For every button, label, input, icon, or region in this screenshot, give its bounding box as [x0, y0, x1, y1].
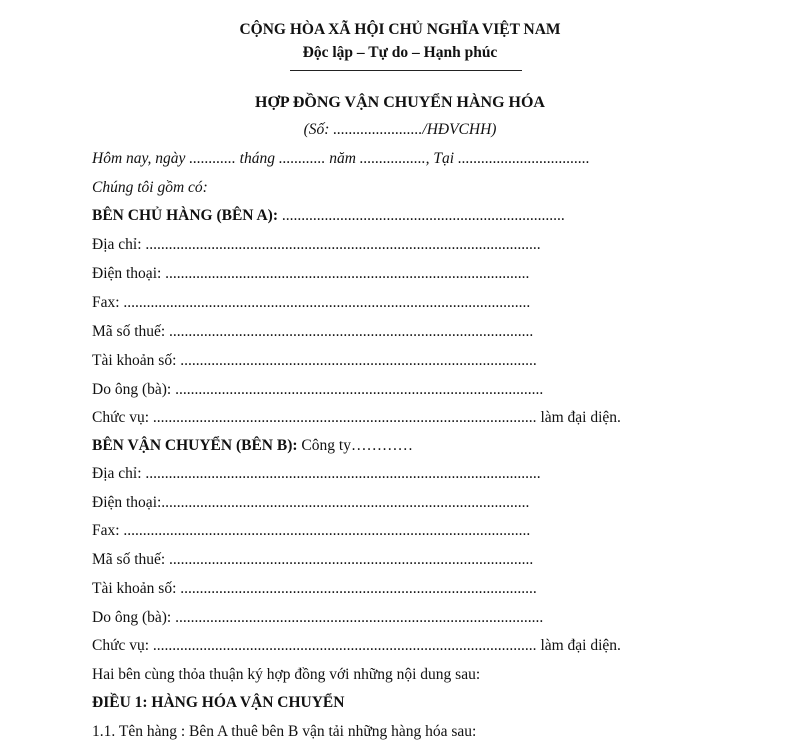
- party-b-phone: Điện thoại:...............................................................................................: [92, 494, 530, 511]
- party-b-position: Chức vụ: ...................................................................................................: [92, 637, 537, 654]
- party-a-heading-line: [92, 206, 565, 226]
- party-a-position-suffix: làm đại diện.: [540, 409, 621, 426]
- motto-underline: [290, 70, 522, 71]
- party-b-tax: Mã số thuế: ..............................................................................................: [92, 551, 534, 568]
- party-b-heading-rest: Công ty…………: [297, 437, 413, 454]
- article-1-heading: ĐIỀU 1: HÀNG HÓA VẬN CHUYỂN: [92, 694, 345, 711]
- party-a-tax: Mã số thuế: ..............................................................................................: [92, 323, 534, 340]
- contract-number: (Số: ......................./HĐVCHH): [303, 121, 497, 138]
- party-a-representative: Do ông (bà): ...............................................................................................: [92, 381, 544, 398]
- party-b-address: Địa chỉ: ......................................................................................................: [92, 465, 541, 482]
- party-a-phone: Điện thoại: ..............................................................................................: [92, 265, 530, 282]
- party-b-heading: BÊN VẬN CHUYỂN (BÊN B):: [92, 437, 298, 454]
- party-b-account: Tài khoản số: ............................................................................................: [92, 580, 537, 597]
- party-a-position-line: [92, 408, 621, 428]
- party-a-heading: BÊN CHỦ HÀNG (BÊN A):: [92, 207, 279, 224]
- contract-title: HỢP ĐỒNG VẬN CHUYỂN HÀNG HÓA: [255, 94, 545, 111]
- intro-line: Chúng tôi gồm có:: [92, 179, 208, 196]
- party-b-position-line: [92, 636, 621, 656]
- motto: Độc lập – Tự do – Hạnh phúc: [302, 44, 498, 61]
- date-line: Hôm nay, ngày ............ tháng ............ năm ................., Tại ..................................: [92, 150, 590, 167]
- party-b-position-suffix: làm đại diện.: [540, 637, 621, 654]
- party-a-account: Tài khoản số: ............................................................................................: [92, 352, 537, 369]
- party-a-heading-dots: .........................................................................: [278, 207, 565, 224]
- party-b-fax: Fax: .........................................................................................................: [92, 522, 531, 539]
- national-title: CỘNG HÒA XÃ HỘI CHỦ NGHĨA VIỆT NAM: [239, 21, 561, 38]
- party-a-position: Chức vụ: ...................................................................................................: [92, 409, 537, 426]
- party-b-heading-line: [92, 436, 413, 456]
- party-b-representative: Do ông (bà): ...............................................................................................: [92, 609, 544, 626]
- party-a-fax: Fax: .........................................................................................................: [92, 294, 531, 311]
- article-1-item-1: 1.1. Tên hàng : Bên A thuê bên B vận tải những hàng hóa sau:: [92, 723, 477, 740]
- party-a-address: Địa chỉ: ......................................................................................................: [92, 236, 541, 253]
- agreement-line: Hai bên cùng thỏa thuận ký hợp đồng với những nội dung sau:: [92, 666, 481, 683]
